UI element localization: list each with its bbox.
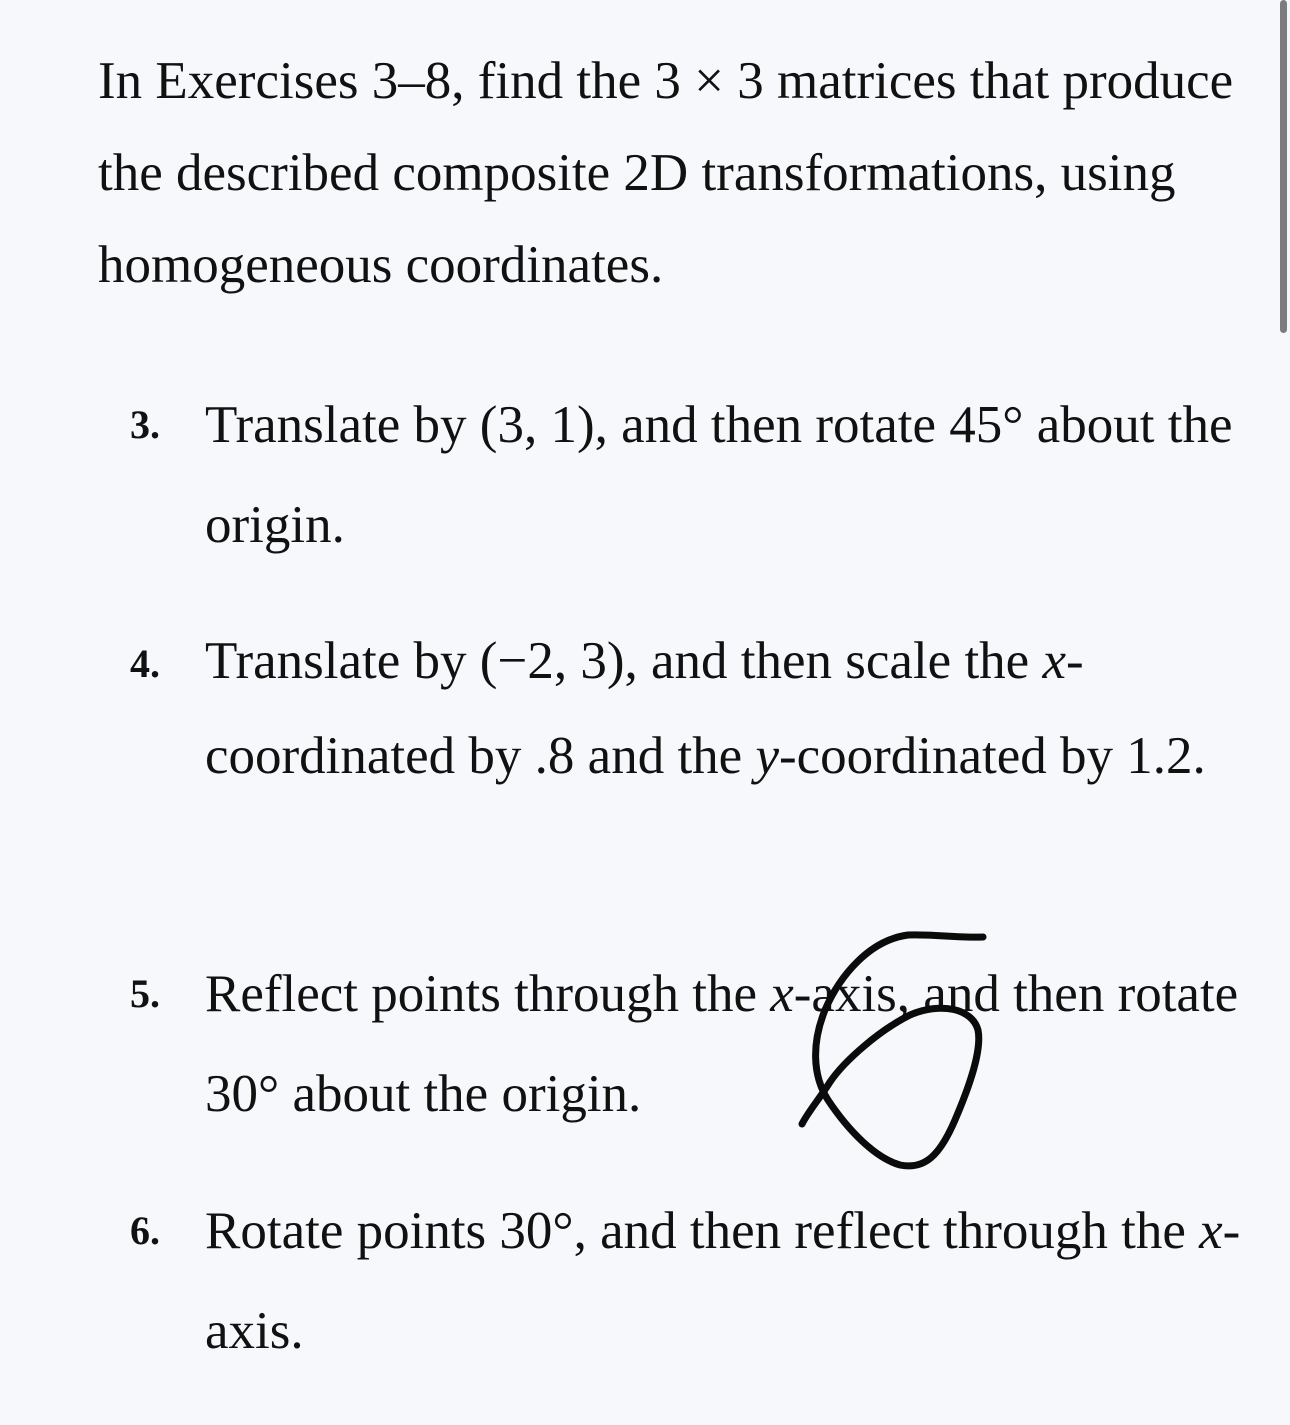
vertical-scrollbar[interactable] (1268, 0, 1290, 1425)
exercise-text-part: Rotate points 30°, and then reflect through the (205, 1202, 1200, 1260)
exercise-number: 3. (130, 402, 160, 447)
exercise-text (205, 1181, 1255, 1381)
exercise-text (205, 614, 1255, 804)
exercise-number: 5. (130, 971, 160, 1016)
intro-paragraph: In Exercises 3–8, find the 3 × 3 matrices that produce the described composite 2D transformations, using homogeneous coordinates. (98, 52, 1234, 294)
exercise-text-part: Reflect points through the (205, 965, 771, 1023)
exercise-text (205, 944, 1255, 1144)
math-variable-x: x (770, 965, 794, 1023)
exercise-text (205, 375, 1255, 575)
exercise-text-part: -coordinated by 1.2. (778, 727, 1206, 785)
exercise-text-part: Translate by (−2, 3), and then scale the (205, 632, 1043, 690)
scrollbar-thumb[interactable] (1280, 0, 1287, 333)
exercise-text-part: -axis. (205, 1202, 1241, 1360)
exercise-text-part: Translate by (3, 1), and then rotate 45° about the origin. (205, 396, 1233, 554)
exercise-number: 4. (130, 641, 160, 686)
exercise-text-part: -coordinated by .8 and the (205, 632, 1084, 785)
math-variable-x: x (1042, 632, 1066, 690)
exercise-text-part: -axis, and then rotate 30° about the origin. (205, 965, 1239, 1123)
math-variable-y: y (755, 727, 779, 785)
exercise-number: 6. (130, 1208, 160, 1253)
math-variable-x: x (1199, 1202, 1223, 1260)
